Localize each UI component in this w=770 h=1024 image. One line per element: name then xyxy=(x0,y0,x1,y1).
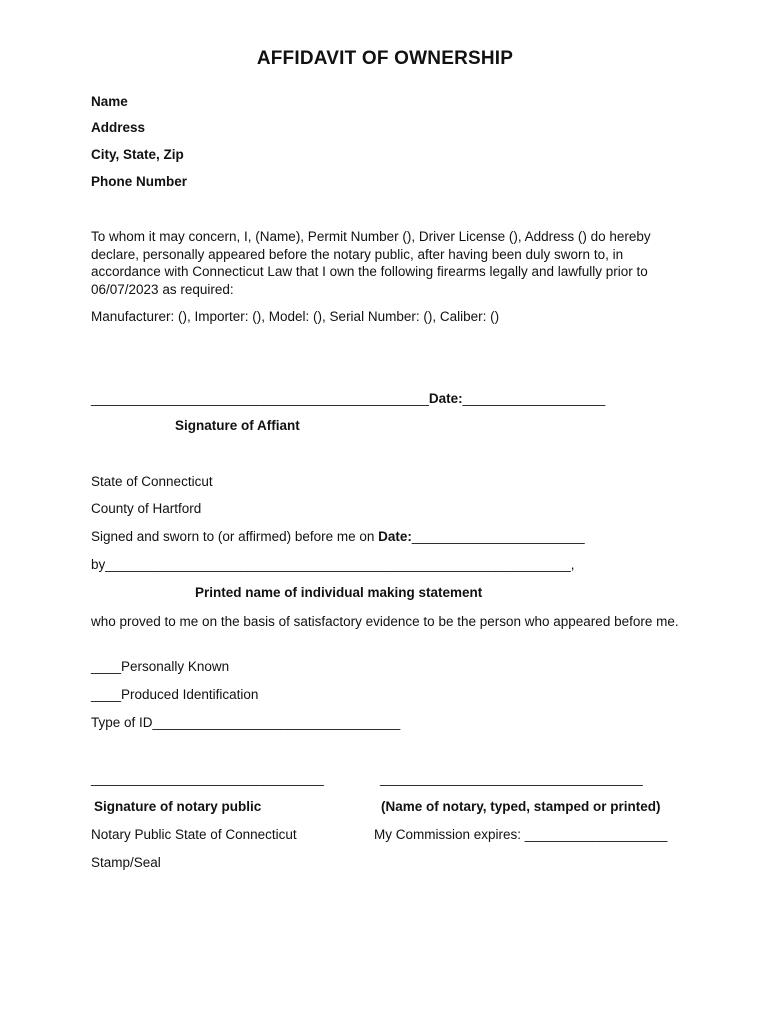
notary-signature-caption: Signature of notary public xyxy=(94,799,262,814)
affiant-signature-line xyxy=(91,391,605,406)
phone-number-label: Phone Number xyxy=(91,174,188,189)
printed-name-caption: Printed name of individual making statement xyxy=(195,585,483,600)
sworn-date-label: Date: xyxy=(378,529,412,544)
notary-name-caption: (Name of notary, typed, stamped or printed) xyxy=(381,799,661,814)
name-field-label: Name xyxy=(91,94,128,109)
proved-paragraph: who proved to me on the basis of satisfactory evidence to be the person who appeared before me. xyxy=(91,614,679,629)
commission-expires: My Commission expires: ___________________ xyxy=(374,827,668,842)
notary-name-blank: ___________________________________ xyxy=(380,771,643,786)
by-line: by______________________________________________________________, xyxy=(91,557,575,572)
sworn-line xyxy=(91,529,585,544)
notary-public-state: Notary Public State of Connecticut xyxy=(91,827,297,842)
sworn-text: Signed and sworn to (or affirmed) before me on xyxy=(91,529,379,544)
type-of-id-line: Type of ID_________________________________ xyxy=(91,715,401,730)
stamp-seal-label: Stamp/Seal xyxy=(91,855,161,870)
affiant-signature-blank: _____________________________________________ xyxy=(91,391,429,406)
sworn-date-blank: _______________________ xyxy=(411,529,585,544)
personally-known-option: ____Personally Known xyxy=(91,659,230,674)
affiant-date-blank: ___________________ xyxy=(462,391,606,406)
document-title: AFFIDAVIT OF OWNERSHIP xyxy=(256,48,514,69)
produced-identification-option: ____Produced Identification xyxy=(91,687,259,702)
city-state-zip-label: City, State, Zip xyxy=(91,147,184,162)
affiant-signature-caption: Signature of Affiant xyxy=(175,418,300,433)
firearm-details-line: Manufacturer: (), Importer: (), Model: (), Serial Number: (), Caliber: () xyxy=(91,309,500,324)
notary-signature-blank: _______________________________ xyxy=(91,771,324,786)
state-line: State of Connecticut xyxy=(91,474,213,489)
affiant-date-label: Date: xyxy=(428,391,463,406)
county-line: County of Hartford xyxy=(91,501,202,516)
address-field-label: Address xyxy=(91,120,146,135)
intro-paragraph: To whom it may concern, I, (Name), Permit Number (), Driver License (), Address () do hereby declare, personally appeared before the notary public, after having been duly sworn to, in accordance with Connecticut Law that I own the following firearms legally and lawfully prior to 06/07/2023 as required: xyxy=(91,229,651,297)
